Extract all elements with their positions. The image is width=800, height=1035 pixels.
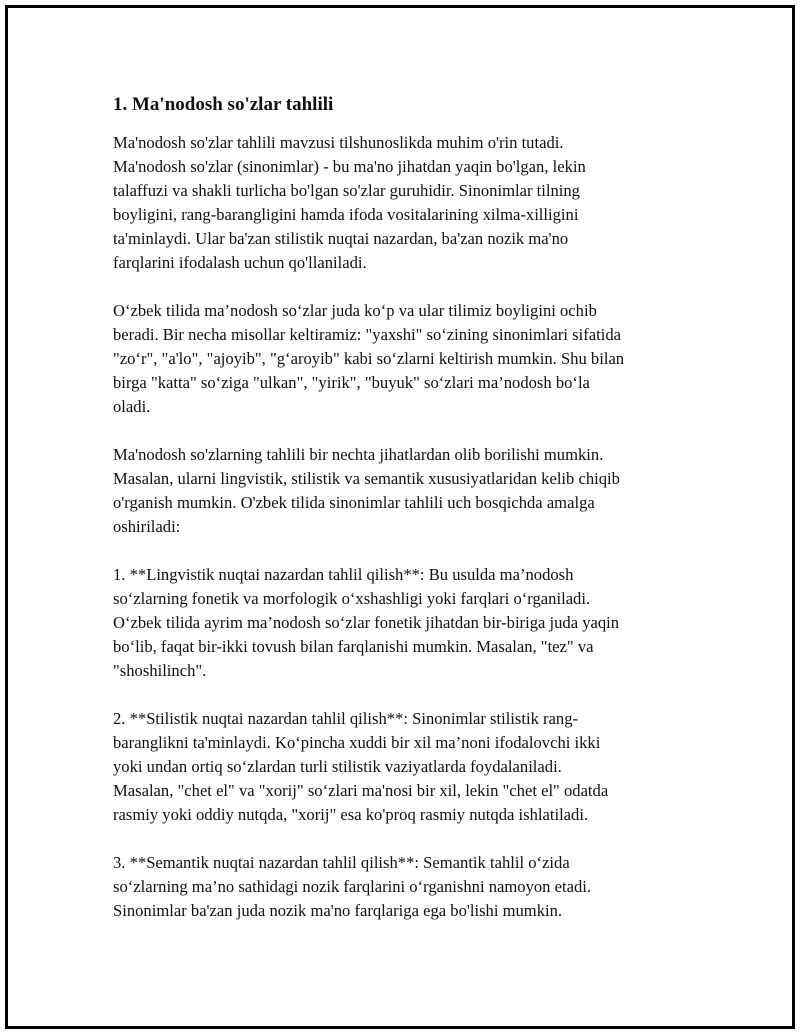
text-line: rasmiy yoki oddiy nutqda, "xorij" esa ko'proq rasmiy nutqda ishlatiladi. — [113, 805, 589, 824]
document-body — [113, 88, 693, 947]
paragraph-2 — [113, 299, 693, 419]
text-line: oladi. — [113, 397, 151, 416]
paragraph-1 — [113, 131, 693, 275]
text-line: birga "katta" so‘ziga "ulkan", "yirik", "buyuk" so‘zlari ma’nodosh bo‘la — [113, 373, 590, 392]
text-line: 3. **Semantik nuqtai nazardan tahlil qilish**: Semantik tahlil o‘zida — [113, 853, 570, 872]
text-line: so‘zlarning ma’no sathidagi nozik farqlarini o‘rganishni namoyon etadi. — [113, 877, 592, 896]
text-line: baranglikni ta'minlaydi. Ko‘pincha xuddi bir xil ma’noni ifodalovchi ikki — [113, 733, 601, 752]
text-line: Ma'nodosh so'zlar tahlili mavzusi tilshunoslikda muhim o'rin tutadi. — [113, 133, 564, 152]
text-line: boyligini, rang-barangligini hamda ifoda vositalarining xilma-xilligini — [113, 205, 579, 224]
paragraph-3 — [113, 443, 693, 539]
text-line: bo‘lib, faqat bir-ikki tovush bilan farqlanishi mumkin. Masalan, "tez" va — [113, 637, 594, 656]
text-line: talaffuzi va shakli turlicha bo'lgan so'zlar guruhidir. Sinonimlar tilning — [113, 181, 580, 200]
text-line: "zo‘r", "a'lo", "ajoyib", "g‘aroyib" kabi so‘zlarni keltirish mumkin. Shu bilan — [113, 349, 625, 368]
text-line: o'rganish mumkin. O'zbek tilida sinonimlar tahlili uch bosqichda amalga — [113, 493, 595, 512]
text-line: so‘zlarning fonetik va morfologik o‘xshashligi yoki farqlari o‘rganiladi. — [113, 589, 591, 608]
text-line: O‘zbek tilida ma’nodosh so‘zlar juda ko‘p va ular tilimiz boyligini ochib — [113, 301, 597, 320]
text-line: Masalan, ularni lingvistik, stilistik va semantik xususiyatlaridan kelib chiqib — [113, 469, 620, 488]
text-line: oshiriladi: — [113, 517, 181, 536]
text-line: Sinonimlar ba'zan juda nozik ma'no farqlariga ega bo'lishi mumkin. — [113, 901, 563, 920]
paragraph-4 — [113, 563, 693, 683]
text-line: yoki undan ortiq so‘zlardan turli stilistik vaziyatlarda foydalaniladi. — [113, 757, 562, 776]
text-line: Ma'nodosh so'zlarning tahlili bir nechta jihatlardan olib borilishi mumkin. — [113, 445, 604, 464]
text-line: ta'minlaydi. Ular ba'zan stilistik nuqtai nazardan, ba'zan nozik ma'no — [113, 229, 569, 248]
text-line: 2. **Stilistik nuqtai nazardan tahlil qilish**: Sinonimlar stilistik rang- — [113, 709, 579, 728]
text-line: 1. **Lingvistik nuqtai nazardan tahlil qilish**: Bu usulda ma’nodosh — [113, 565, 574, 584]
paragraph-5 — [113, 707, 693, 827]
text-line: beradi. Bir necha misollar keltiramiz: "yaxshi" so‘zining sinonimlari sifatida — [113, 325, 622, 344]
paragraph-6 — [113, 851, 693, 923]
text-line: Ma'nodosh so'zlar (sinonimlar) - bu ma'no jihatdan yaqin bo'lgan, lekin — [113, 157, 586, 176]
document-title: 1. Ma'nodosh so'zlar tahlili — [113, 94, 334, 115]
text-line: farqlarini ifodalash uchun qo'llaniladi. — [113, 253, 367, 272]
text-line: "shoshilinch". — [113, 661, 207, 680]
text-line: O‘zbek tilida ayrim ma’nodosh so‘zlar fonetik jihatdan bir-biriga juda yaqin — [113, 613, 620, 632]
text-line: Masalan, "chet el" va "xorij" so‘zlari ma'nosi bir xil, lekin "chet el" odatda — [113, 781, 609, 800]
